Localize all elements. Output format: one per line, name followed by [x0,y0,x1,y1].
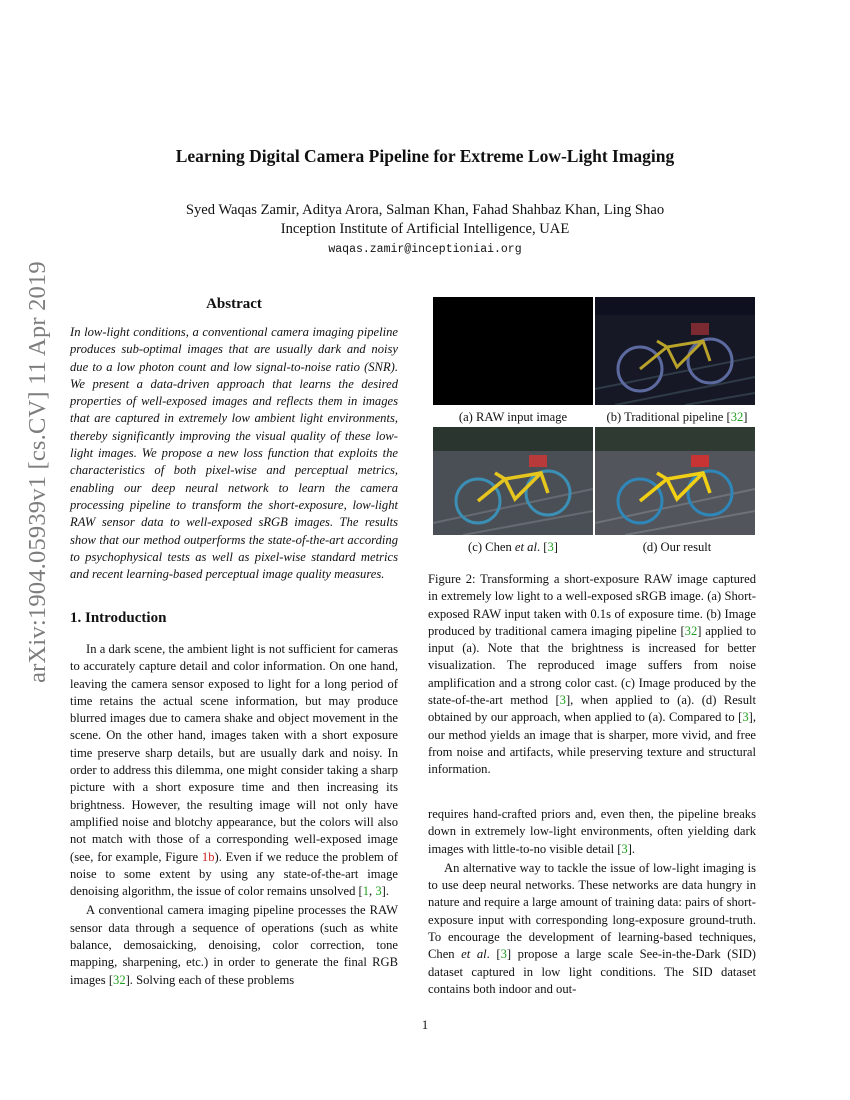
abstract-text: In low-light conditions, a conventional camera imaging pipeline produces sub-optimal images that are usually dark and noisy due to a low photon count and low signal-to-noise ratio (SNR). We present a data-driven approach that learns the desired properties of well-exposed images and reflects them in images that are captured in extremely low ambient light environments, thereby significantly improving the visual quality of these low-light images. We propose a new loss function that exploits the characteristics of both pixel-wise and perceptual metrics, enabling our deep neural network to learn the camera processing pipeline to transform the short-exposure, low-light RAW sensor data to well-exposed sRGB images. The results show that our method outperforms the state-of-the-art according to psychophysical tests as well as pixel-wise standard metrics and recent learning-based perceptual image quality measures. [70,325,398,582]
citation-link[interactable]: 1 [362,884,370,899]
figure-link[interactable]: 1b [201,849,215,864]
citation-link[interactable]: 3 [375,884,382,899]
right-column-body [428,806,756,998]
text-run: requires hand-crafted priors and, even then, the pipeline breaks down in extremely low-light environments, often yielding dark images with little-to-no visible detail [ [428,807,756,856]
citation-link[interactable]: 32 [113,972,126,987]
text-run: . [ [486,947,501,962]
figure-panel-chen-et-al [433,427,593,535]
affiliation: Inception Institute of Artificial Intelligence, UAE [280,221,570,237]
citation-link[interactable]: 32 [684,623,698,638]
text-run: ] propose a large scale See-in-the-Dark (SID) dataset captured in low light conditions. The SID dataset contains both indoor and out- [428,947,756,996]
abstract-heading: Abstract [206,296,262,312]
text-run: ] [743,410,748,424]
figure-panel-traditional-pipeline [595,297,755,405]
citation-link[interactable]: 3 [742,710,749,725]
subcaption-b [592,410,762,425]
text-run: ], when applied to (a). (d) Result obtained by our approach, when applied to (a). Compared to [ [428,693,756,725]
subcaption-a: (a) RAW input image [458,410,568,424]
subcaption-d: (d) Our result [642,540,712,554]
text-run: ]. [627,841,636,856]
text-run: (c) Chen [468,540,515,554]
figure-caption [428,571,756,779]
text-run: Figure 2: Transforming a short-exposure RAW image captured in extremely low light to a well-exposed sRGB image. (a) Short-exposed RAW input taken with 0.1s of exposure time. (b) Image produced by traditional camera imaging pipeline [ [428,572,756,638]
text-run: ] applied to input (a). Note that the brightness is increased for better visualization. The reproduced image suffers from noise amplification and a strong color cast. (c) Image produced by the state-of-the-art method [ [428,623,756,708]
text-run: ). Even if we reduce the problem of noise to some extent by using any state-of-the-art image denoising algorithm, the issue of color remains unsolved [ [70,849,398,899]
author-list: Syed Waqas Zamir, Aditya Arora, Salman Khan, Fahad Shahbaz Khan, Ling Shao [185,202,665,218]
figure-panel-raw-input [433,297,593,405]
text-run: An alternative way to tackle the issue of low-light imaging is to use deep neural networks. These networks are data hungry in nature and require a large amount of training data: pairs of short-exposure input with corresponding long-exposure ground-truth. To encourage the development of learning-based techniques, Chen [428,860,756,962]
arxiv-sidebar-stamp: arXiv:1904.05939v1 [cs.CV] 11 Apr 2019 [24,261,51,683]
text-run: , [369,884,376,899]
citation-link[interactable]: 3 [621,841,628,856]
intro-paragraph-2 [70,902,398,988]
text-run: ] [553,540,558,554]
text-run: et al [461,947,487,962]
intro-paragraph-1 [70,641,398,900]
subcaption-c [428,540,598,555]
section-heading-introduction: 1. Introduction [70,610,167,626]
text-run: et al [514,540,537,554]
figure-panel-our-result [595,427,755,535]
text-run: ], our method yields an image that is sharper, more vivid, and free from noise and artifacts, while preserving texture and structural information. [428,710,756,777]
right-paragraph-1 [428,806,756,858]
text-run: ]. Solving each of these problems [125,972,295,987]
right-paragraph-2 [428,860,756,998]
text-run: . [ [536,540,548,554]
citation-link[interactable]: 3 [559,693,566,708]
citation-link[interactable]: 3 [500,947,507,962]
citation-link[interactable]: 32 [730,410,744,424]
introduction-body [70,641,398,989]
text-run: A conventional camera imaging pipeline processes the RAW sensor data through a sequence of operations (such as white balance, demosaicking, denoising, color correction, tone mapping, sharpening, etc.) in order to generate the final RGB images [ [70,903,398,987]
text-run: (b) Traditional pipeline [ [606,410,731,424]
text-run: In a dark scene, the ambient light is not sufficient for cameras to accurately capture detail and color information. On one hand, leaving the camera sensor exposed to light for a long period of time retains the actual scene information, but may produce blurred images due to camera shake and object movement in the scene. On the other hand, images taken with a short exposure time preserve sharp details, but are usually dark and noisy. In order to address this dilemma, one might consider taking a sharp picture with a short exposure time and then increasing its brightness. However, the resulting image will not only have amplified noise and blotchy appearance, but the colors will also not match with those of a corresponding well-exposed image (see, for example, Figure [70,642,398,864]
page-number: 1 [421,1018,429,1032]
citation-link[interactable]: 3 [547,540,554,554]
text-run: ]. [381,884,389,899]
paper-title: Learning Digital Camera Pipeline for Extreme Low-Light Imaging [175,146,675,166]
author-email: waqas.zamir@inceptioniai.org [328,243,522,256]
